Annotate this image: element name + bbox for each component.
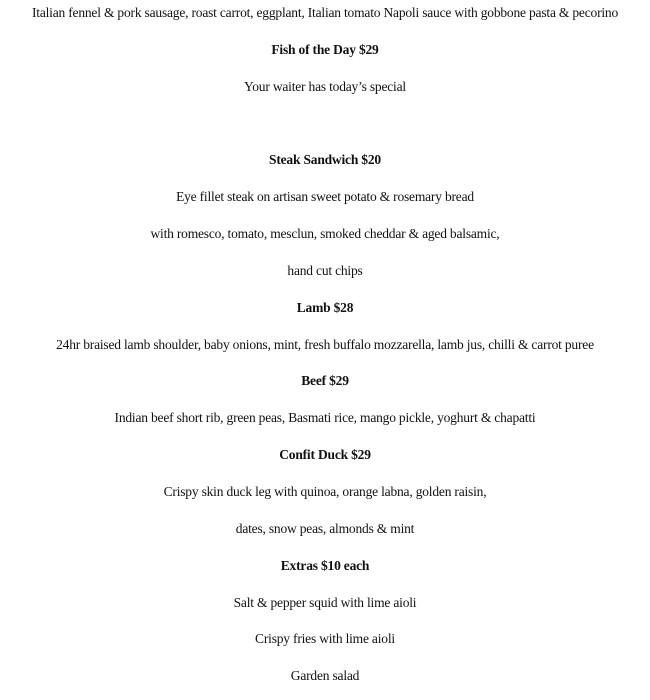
confit-duck-heading: Confit Duck $29	[279, 447, 371, 462]
extras-item-squid: Salt & pepper squid with lime aioli	[233, 595, 417, 610]
beef-heading: Beef $29	[301, 373, 349, 388]
steak-sandwich-heading: Steak Sandwich $20	[269, 152, 381, 167]
steak-sandwich-description-line2: with romesco, tomato, mesclun, smoked cheddar & aged balsamic,	[150, 226, 500, 241]
extras-item-garden-salad: Garden salad	[290, 668, 360, 683]
fish-of-the-day-heading: Fish of the Day $29	[271, 42, 379, 57]
extras-item-fries: Crispy fries with lime aioli	[255, 631, 395, 646]
confit-duck-description-line2: dates, snow peas, almonds & mint	[235, 521, 415, 536]
fish-of-the-day-description: Your waiter has today’s special	[244, 79, 406, 94]
confit-duck-description-line1: Crispy skin duck leg with quinoa, orange labna, golden raisin,	[163, 484, 487, 499]
beef-description: Indian beef short rib, green peas, Basmati rice, mango pickle, yoghurt & chapatti	[114, 410, 536, 425]
lamb-heading: Lamb $28	[296, 300, 354, 315]
lamb-description: 24hr braised lamb shoulder, baby onions, mint, fresh buffalo mozzarella, lamb jus, chilli & carrot puree	[56, 337, 594, 352]
steak-sandwich-description-line1: Eye fillet steak on artisan sweet potato & rosemary bread	[176, 189, 474, 204]
steak-sandwich-description-line3: hand cut chips	[287, 263, 363, 278]
sausage-pasta-description: Italian fennel & pork sausage, roast carrot, eggplant, Italian tomato Napoli sauce with gobbone pasta & pecorino	[31, 5, 619, 20]
extras-heading: Extras $10 each	[280, 558, 370, 573]
